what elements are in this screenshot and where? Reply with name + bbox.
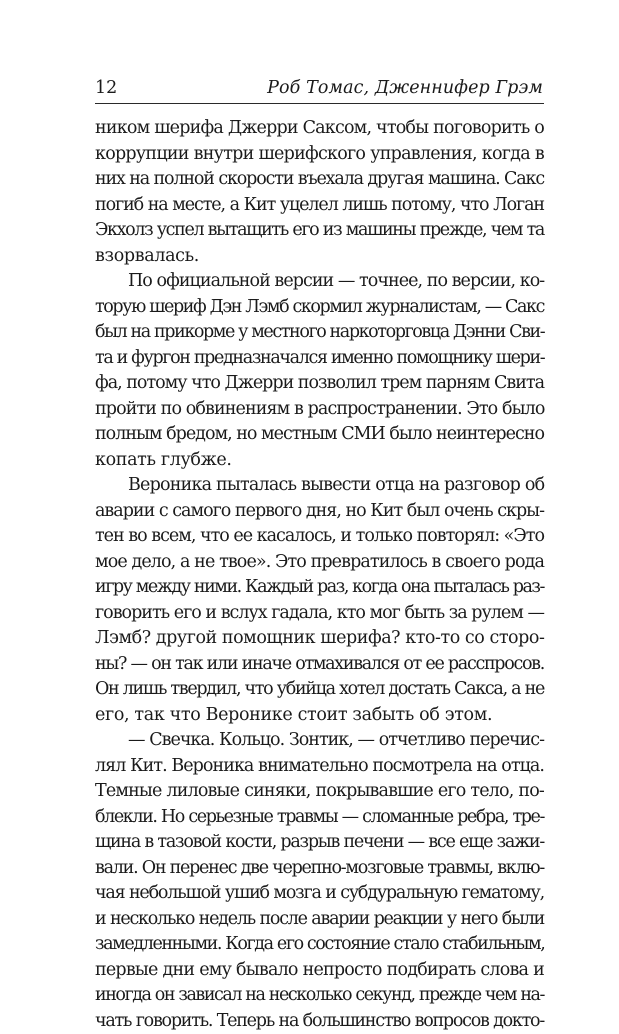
text-line: ником шерифа Джерри Саксом, чтобы поговорить о xyxy=(95,116,544,142)
header-rule xyxy=(95,103,544,104)
text-line: Лэмб? другой помощник шерифа? кто-то со сторо- xyxy=(95,626,544,652)
text-line: коррупции внутри шерифского управления, когда в xyxy=(95,142,544,168)
text-line: пройти по обвинениям в распространении. Это было xyxy=(95,397,544,423)
text-line: вали. Он перенес две черепно-мозговые травмы, вклю- xyxy=(95,856,544,882)
text-line: говорить его и вслух гадала, кто мог быть за рулем — xyxy=(95,601,544,627)
text-line: полным бредом, но местным СМИ было неинтересно xyxy=(95,422,544,448)
text-line: Вероника пыталась вывести отца на разговор об xyxy=(95,473,544,499)
text-line: его, так что Веронике стоит забыть об этом. xyxy=(95,703,544,729)
text-line: Он лишь твердил, что убийца хотел достать Сакса, а не xyxy=(95,677,544,703)
text-line: чать говорить. Теперь на большинство вопросов докто- xyxy=(95,1009,544,1034)
text-line: — Свечка. Кольцо. Зонтик, — отчетливо перечис- xyxy=(95,728,544,754)
text-line: аварии с самого первого дня, но Кит был очень скры- xyxy=(95,499,544,525)
text-line: взорвалась. xyxy=(95,244,544,270)
text-line: замедленными. Когда его состояние стало стабильным, xyxy=(95,932,544,958)
text-line: них на полной скорости въехала другая машина. Сакс xyxy=(95,167,544,193)
text-line: копать глубже. xyxy=(95,448,544,474)
page-number: 12 xyxy=(95,78,117,98)
text-line: иногда он зависал на несколько секунд, прежде чем на- xyxy=(95,983,544,1009)
text-line: игру между ними. Каждый раз, когда она пыталась раз- xyxy=(95,575,544,601)
text-line: первые дни ему бывало непросто подбирать слова и xyxy=(95,958,544,984)
header-authors: Роб Томас, Дженнифер Грэм xyxy=(267,78,543,98)
text-line: ны? — он так или иначе отмахивался от ее расспросов. xyxy=(95,652,544,678)
text-line: щина в тазовой кости, разрыв печени — все еще зажи- xyxy=(95,830,544,856)
text-line: был на прикорме у местного наркоторговца Дэнни Сви- xyxy=(95,320,544,346)
text-line: Темные лиловые синяки, покрывавшие его тело, по- xyxy=(95,779,544,805)
text-line: и несколько недель после аварии реакции у него были xyxy=(95,907,544,933)
text-line: торую шериф Дэн Лэмб скормил журналистам, — Сакс xyxy=(95,295,544,321)
text-line: фа, потому что Джерри позволил трем парням Свита xyxy=(95,371,544,397)
text-line: лял Кит. Вероника внимательно посмотрела на отца. xyxy=(95,754,544,780)
text-line: тен во всем, что ее касалось, и только повторял: «Это xyxy=(95,524,544,550)
running-head xyxy=(95,74,543,104)
text-line: мое дело, а не твое». Это превратилось в своего рода xyxy=(95,550,544,576)
body-text xyxy=(95,116,544,1034)
text-line: чая небольшой ушиб мозга и субдуральную гематому, xyxy=(95,881,544,907)
text-line: По официальной версии — точнее, по версии, ко- xyxy=(95,269,544,295)
text-line: Экхолз успел вытащить его из машины прежде, чем та xyxy=(95,218,544,244)
text-line: погиб на месте, а Кит уцелел лишь потому, что Логан xyxy=(95,193,544,219)
text-line: та и фургон предназначался именно помощнику шери- xyxy=(95,346,544,372)
text-line: блекли. Но серьезные травмы — сломанные ребра, тре- xyxy=(95,805,544,831)
